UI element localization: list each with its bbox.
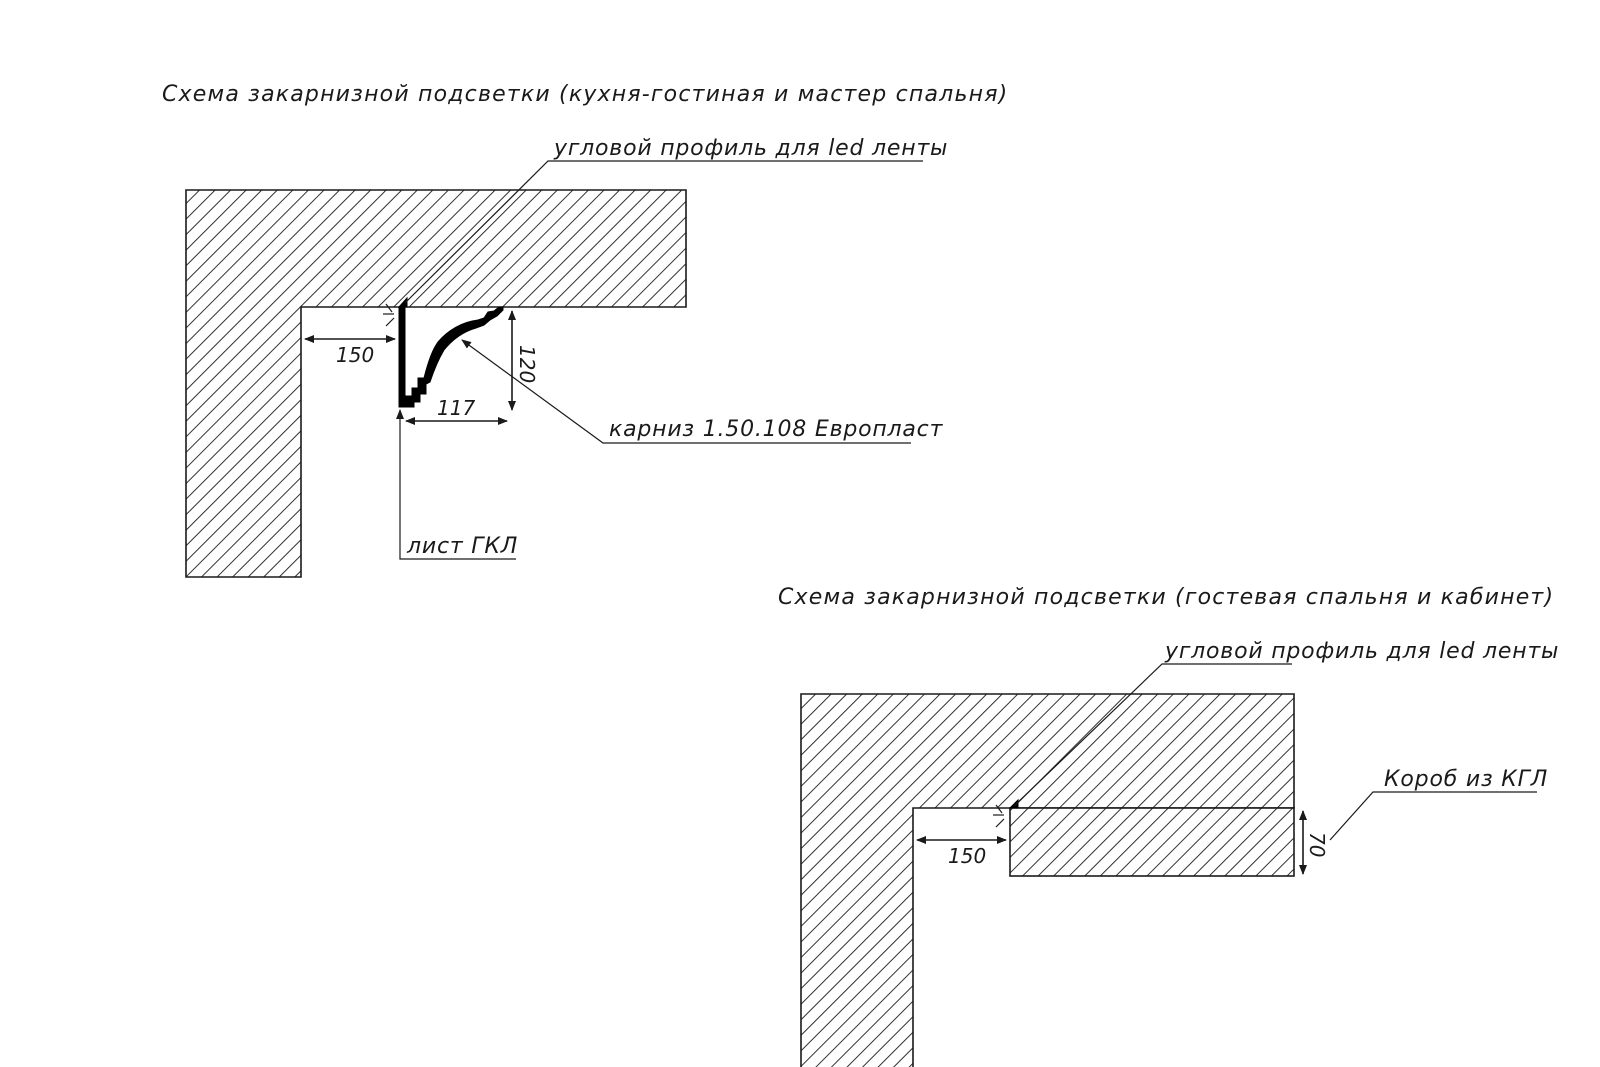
diagram-1-label-cornice: карниз 1.50.108 Европласт [609,417,944,442]
diagram-1-label-gkl: лист ГКЛ [407,534,519,559]
diagram-2-wall-ceiling-section [801,694,1294,1067]
diagram-1-label-profile: угловой профиль для led ленты [554,136,949,161]
diagram-1 [162,82,1008,577]
diagram-1-cornice [405,307,503,407]
diagram-2-title: Схема закарнизной подсветки (гостевая спальня и кабинет) [778,585,1555,610]
diagram-1-dim-150: 150 [336,343,375,367]
diagram-2-label-profile: угловой профиль для led ленты [1165,639,1560,664]
diagram-2-label-box: Короб из КГЛ [1384,767,1549,792]
diagram-2-dim-150: 150 [948,844,987,868]
diagram-1-dim-117: 117 [437,396,476,420]
diagram-1-gkl-sheet [399,307,405,407]
diagram-1-title: Схема закарнизной подсветки (кухня-гостиная и мастер спальня) [162,82,1009,107]
diagram-1-dim-120: 120 [515,345,539,384]
diagram-2-leader-box [1330,792,1537,840]
diagram-2-gkl-box [1010,808,1294,876]
diagram-2-dim-70: 70 [1305,832,1329,858]
diagram-2 [778,585,1559,1067]
diagram-1-wall-ceiling-section [186,190,686,577]
